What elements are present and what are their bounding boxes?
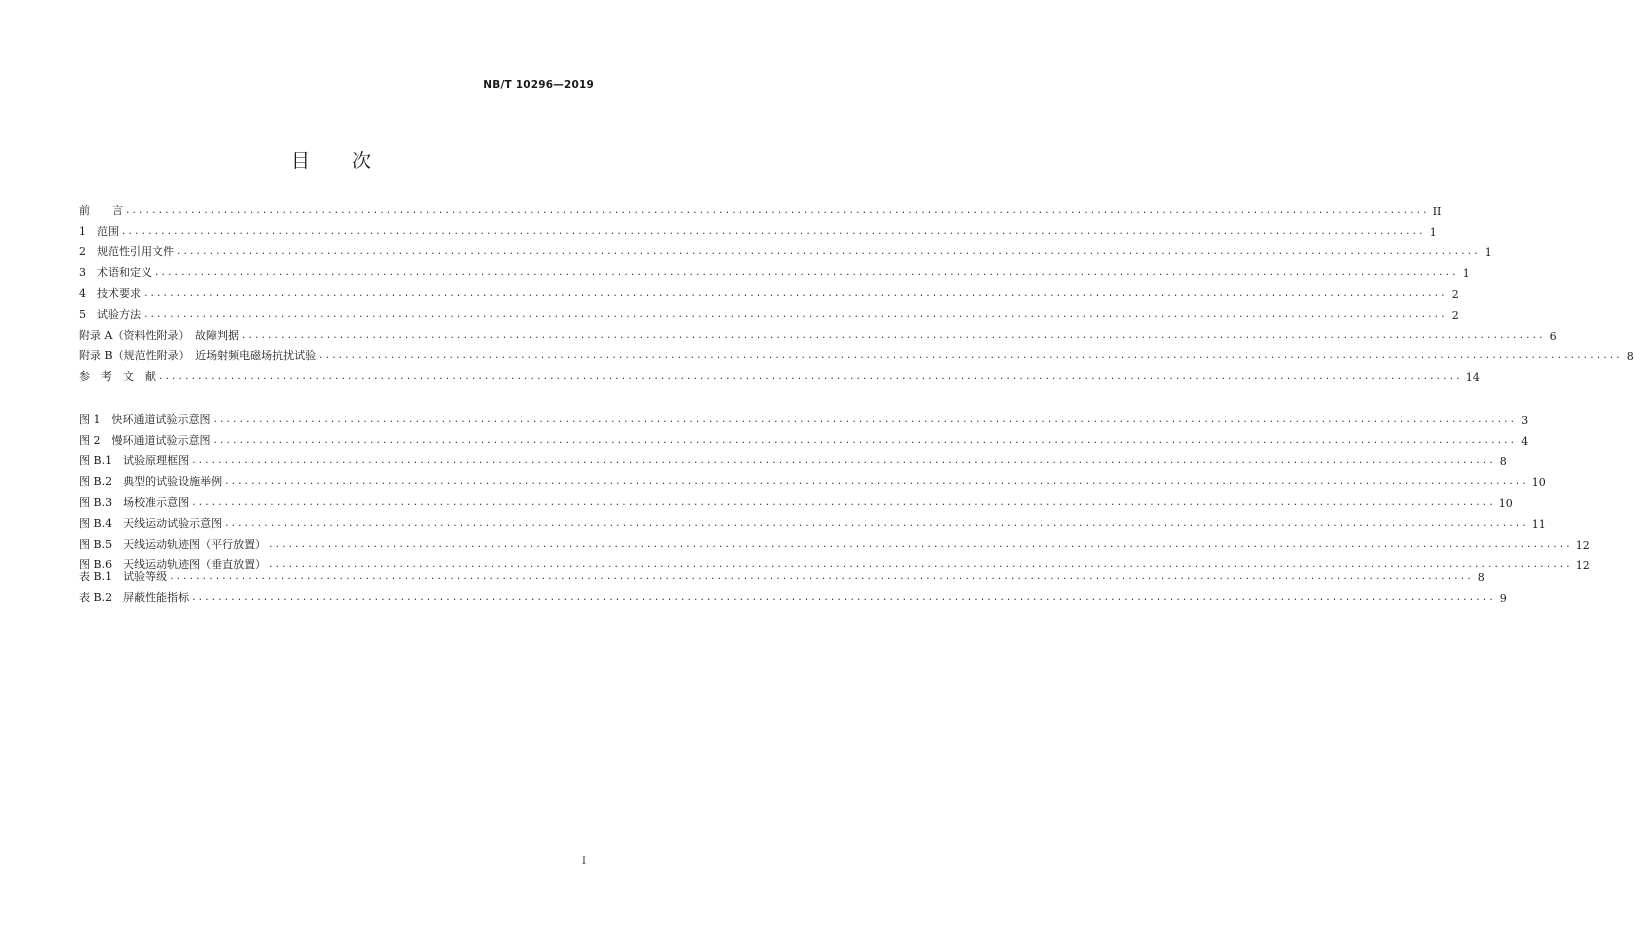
toc-entry[interactable] [79,218,1437,239]
toc-entry[interactable] [79,259,1470,281]
toc-leader-dots: ........................................................................................................................................................................................................ [212,435,1517,446]
toc-leader-dots: ........................................................................................................................................................................................................ [169,571,1473,582]
toc-leader-dots: ........................................................................................................................................................................................................ [158,372,1462,383]
toc-entry-page: 3 [1521,413,1529,427]
toc-entry[interactable] [79,343,1634,364]
toc-leader-dots: ........................................................................................................................................................................................................ [176,247,1480,258]
toc-main-section [79,197,1634,385]
toc-entry-label: 图 B.5 天线运动轨迹图（平行放置） [79,537,267,551]
document-code: NB/T 10296—2019 [483,79,594,91]
toc-entry-label: 表 B.2 屏蔽性能指标 [79,590,190,604]
toc-entry[interactable] [79,563,1485,584]
toc-entry-page: 12 [1575,559,1590,573]
toc-entry-page: 4 [1521,434,1529,448]
toc-leader-dots: ........................................................................................................................................................................................................ [143,288,1447,299]
toc-leader-dots: ........................................................................................................................................................................................................ [224,518,1528,529]
toc-entry[interactable] [79,489,1513,510]
toc-leader-dots: ........................................................................................................................................................................................................ [191,497,1495,508]
toc-entry-label: 图 B.2 典型的试验设施举例 [79,475,223,489]
toc-entry-label: 4 技术要求 [79,286,141,300]
toc-entry-page: 11 [1531,517,1546,531]
toc-entry-label: 1 范围 [79,224,119,238]
toc-entry-label: 图 2 慢环通道试验示意图 [79,433,211,447]
toc-entry[interactable] [79,427,1529,448]
toc-entry-page: 10 [1531,476,1546,490]
toc-leader-dots: ........................................................................................................................................................................................................ [121,226,1425,237]
toc-leader-dots: ........................................................................................................................................................................................................ [191,456,1495,467]
toc-entry[interactable] [79,448,1507,469]
page-title: 目 次 [290,150,390,172]
toc-leader-dots: ........................................................................................................................................................................................................ [268,539,1572,550]
toc-leader-dots: ........................................................................................................................................................................................................ [268,560,1572,571]
toc-entry-page: 2 [1451,308,1459,322]
toc-leader-dots: ........................................................................................................................................................................................................ [154,268,1458,279]
page-number: I [582,856,586,867]
toc-tables-section [79,563,1507,605]
toc-entry-page: II [1432,204,1442,218]
toc-entry-page: 10 [1498,496,1513,510]
toc-entry-label: 5 试验方法 [79,307,141,321]
toc-entry-page: 1 [1429,225,1437,239]
toc-entry-page: 8 [1499,455,1507,469]
toc-entry-label: 图 B.4 天线运动试验示意图 [79,516,223,530]
toc-entry-label: 图 1 快环通道试验示意图 [79,412,211,426]
toc-entry-label: 图 B.3 场校准示意图 [79,495,190,509]
toc-entry-label: 2 规范性引用文件 [79,245,174,259]
toc-entry-page: 8 [1477,570,1485,584]
toc-figures-section [79,406,1590,573]
toc-entry[interactable] [79,322,1557,343]
toc-entry[interactable] [79,197,1442,218]
toc-entry-label: 图 B.6 天线运动轨迹图（垂直放置） [79,558,267,572]
toc-entry[interactable] [79,510,1546,531]
toc-entry-page: 8 [1626,350,1634,364]
toc-entry-label: 图 B.1 试验原理框图 [79,454,190,468]
toc-entry[interactable] [79,531,1590,552]
toc-leader-dots: ........................................................................................................................................................................................................ [318,351,1622,362]
toc-entry-label: 参 考 文 献 [79,370,156,384]
toc-leader-dots: ........................................................................................................................................................................................................ [191,592,1495,603]
toc-entry[interactable] [79,468,1546,490]
toc-entry-label: 前 言 [79,203,123,217]
toc-leader-dots: ........................................................................................................................................................................................................ [224,477,1528,488]
toc-entry[interactable] [79,406,1529,427]
toc-entry-page: 14 [1465,371,1480,385]
toc-entry[interactable] [79,301,1459,322]
toc-leader-dots: ........................................................................................................................................................................................................ [143,309,1447,320]
toc-entry[interactable] [79,584,1507,605]
toc-entry[interactable] [79,363,1480,385]
toc-leader-dots: ........................................................................................................................................................................................................ [125,205,1429,216]
toc-entry-page: 1 [1462,267,1470,281]
toc-entry[interactable] [79,280,1459,301]
toc-entry-label: 附录 A（资料性附录） 故障判据 [79,328,239,342]
toc-entry-page: 9 [1499,591,1507,605]
toc-entry-page: 6 [1549,329,1557,343]
toc-entry-page: 1 [1484,246,1492,260]
toc-entry-page: 12 [1575,538,1590,552]
toc-entry-label: 附录 B（规范性附录） 近场射频电磁场抗扰试验 [79,349,317,363]
toc-entry-label: 表 B.1 试验等级 [79,569,168,583]
toc-entry-page: 2 [1451,287,1459,301]
toc-entry[interactable] [79,239,1492,260]
toc-leader-dots: ........................................................................................................................................................................................................ [240,330,1545,341]
toc-entry-label: 3 术语和定义 [79,266,152,280]
toc-leader-dots: ........................................................................................................................................................................................................ [212,414,1517,425]
